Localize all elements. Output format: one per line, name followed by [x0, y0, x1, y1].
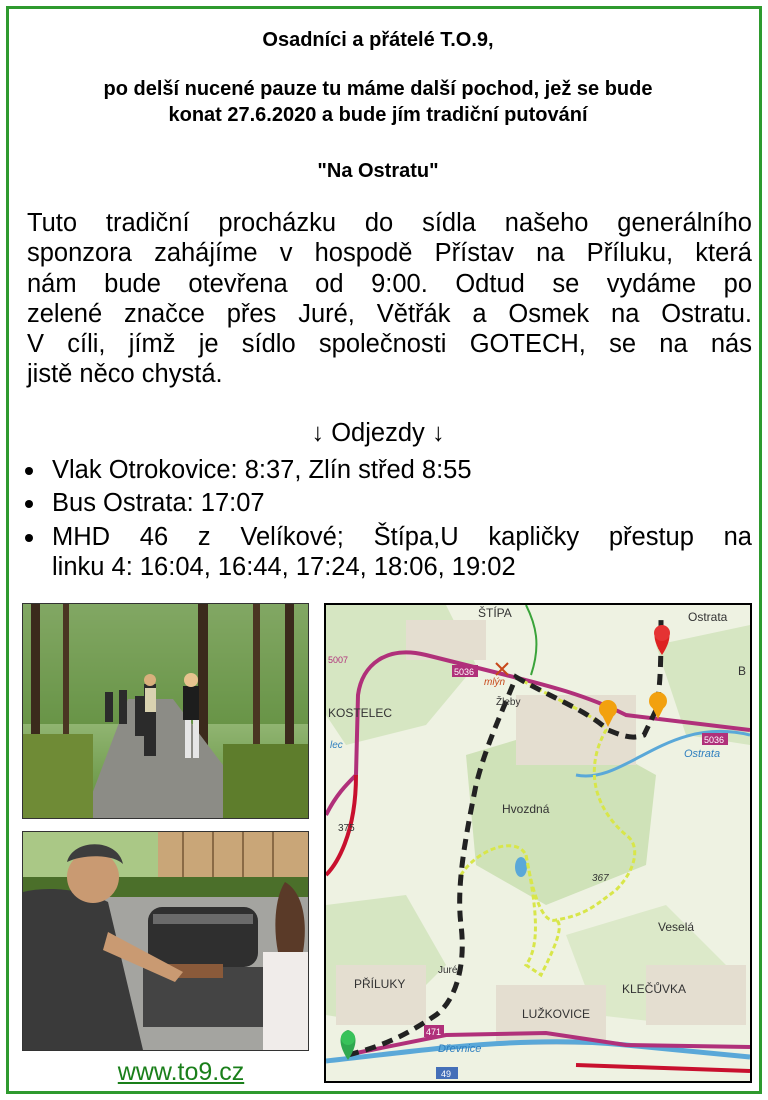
map-label: 367 — [592, 873, 609, 884]
bullet-icon — [25, 500, 33, 508]
paragraph-line: Tuto tradiční procházku do sídla našeho generálního — [27, 209, 752, 237]
paragraph-line: nám bude otevřena od 9:00. Odtud se vydáme po — [27, 269, 752, 298]
map-label: B — [738, 664, 747, 678]
paragraph-line: zelené značce přes Juré, Větřák a Osmek na Ostratu. — [27, 299, 752, 328]
map-label: LUŽKOVICE — [522, 1007, 591, 1021]
departures-title: ↓ Odjezdy ↓ — [311, 419, 445, 447]
map-label: Veselá — [658, 920, 695, 934]
map-label: Ostrata — [688, 610, 728, 624]
greeting-heading: Osadníci a přátelé T.O.9, — [262, 29, 494, 51]
map-label: 471 — [426, 1027, 442, 1037]
map-label: mlýn — [484, 677, 506, 688]
map-label: KOSTELEC — [328, 706, 393, 720]
map-label: Žleby — [496, 697, 521, 708]
departure-text: MHD 46 z Velíkové; Štípa,U kapličky přestup na — [52, 522, 752, 551]
list-item — [22, 522, 752, 583]
paragraph-line: V cíli, jímž je sídlo společnosti GOTECH, se na nás — [27, 330, 752, 359]
list-item — [22, 488, 752, 518]
paragraph-line: sponzora zahájíme v hospodě Přístav na Příluku, která — [27, 239, 752, 268]
departure-text-continued: linku 4: 16:04, 16:44, 17:24, 18:06, 19:02 — [52, 552, 516, 581]
map-label: 5036 — [704, 735, 725, 745]
bullet-icon — [25, 534, 33, 542]
map-label: KLEČŮVKA — [622, 982, 687, 996]
intro-line-1: po delší nucené pauze tu máme další pochod, jež se bude — [103, 78, 653, 100]
route-map — [324, 603, 752, 1083]
website-link[interactable]: www.to9.cz — [117, 1058, 245, 1086]
map-label: Juré — [438, 965, 458, 976]
event-name: "Na Ostratu" — [317, 160, 439, 182]
map-label: Hvozdná — [502, 802, 550, 816]
map-label: lec — [330, 740, 343, 751]
departure-text: Vlak Otrokovice: 8:37, Zlín střed 8:55 — [52, 456, 472, 484]
map-label: Dřevnice — [438, 1043, 482, 1055]
map-label: 49 — [441, 1069, 452, 1079]
hikers-photo — [22, 603, 309, 819]
map-label: PŘÍLUKY — [354, 977, 406, 991]
description-paragraph — [27, 208, 752, 390]
departures-list — [22, 455, 752, 585]
intro-line-2: konat 27.6.2020 a bude jím tradiční putování — [168, 104, 588, 126]
map-label: 375 — [338, 823, 355, 834]
map-label: 5007 — [328, 655, 349, 665]
map-label: 5036 — [454, 667, 475, 677]
grill-photo — [22, 831, 309, 1051]
map-label: ŠTÍPA — [478, 606, 512, 620]
paragraph-line: jistě něco chystá. — [27, 360, 223, 389]
departure-text: Bus Ostrata: 17:07 — [52, 489, 265, 518]
bullet-icon — [25, 467, 33, 475]
list-item — [22, 455, 752, 485]
map-label: Ostrata — [684, 748, 721, 760]
